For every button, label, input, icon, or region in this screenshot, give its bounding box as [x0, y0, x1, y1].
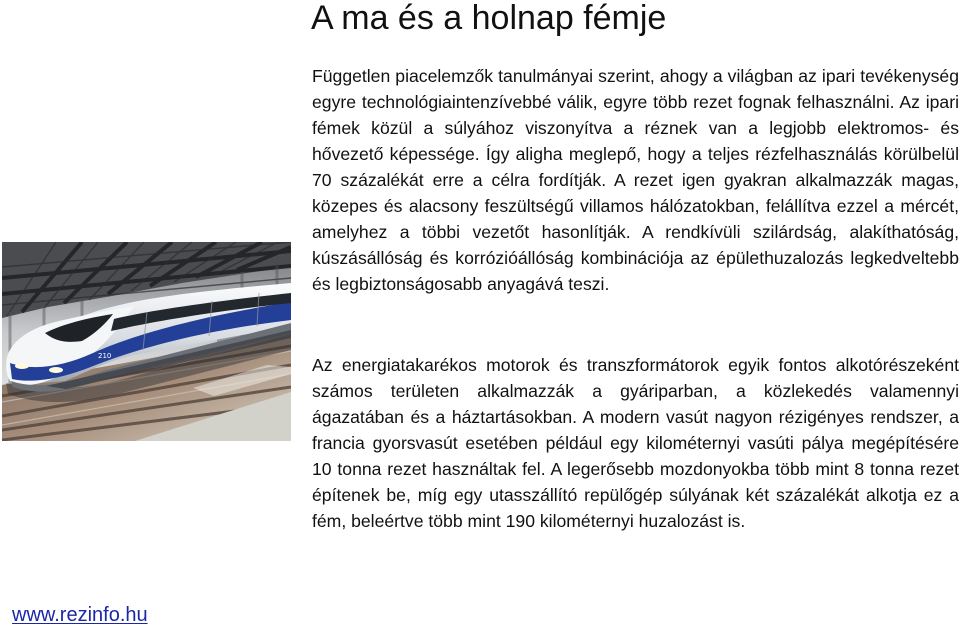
high-speed-train-photo: [2, 242, 291, 441]
headlight-right: [49, 367, 63, 373]
paragraph-copper-applications: Az energiatakarékos motorok és transzformátorok egyik fontos alkotórészeként számos területen alkalmazzák a gyáriparban, a közlekedés valamennyi ágazatában és a háztartásokban. A modern vasút nagyon rézigényes rendszer, a francia gyorsvasút esetében például egy kilométernyi vasúti pálya megépítésére 10 tonna rezet használtak fel. A legerősebb mozdonyokba több mint 8 tonna rezet építenek be, míg egy utasszállító repülőgép súlyának két százalékát alkotja ez a fém, beleértve több mint 190 kilométernyi huzalozást is.: [312, 355, 959, 531]
train-number: 210: [98, 352, 112, 360]
paragraph-copper-properties: Független piacelemzők tanulmányai szerint, ahogy a világban az ipari tevékenység egyre technológiaintenzívebbé válik, egyre több rezet fognak felhasználni. Az ipari fémek közül a súlyához viszonyítva a réznek van a legjobb elektromos- és hővezető képessége. Így aligha meglepő, hogy a teljes rézfelhasználás körülbelül 70 százalékát erre a célra fordítják. A rezet igen gyakran alkalmazzák magas, közepes és alacsony feszültségű villamos hálózatokban, felállítva ezzel a mércét, amelyhez a többi vezetőt hasonlítják. A rendkívüli szilárdság, alakíthatóság, kúszásállóság és korrózióállóság kombinációja az épülethuzalozás legkedveltebb és legbiztonságosabb anyagává teszi.: [312, 66, 959, 294]
website-link[interactable]: www.rezinfo.hu: [12, 604, 148, 626]
page-title: A ma és a holnap fémje: [311, 0, 667, 37]
headlight-left: [15, 363, 29, 369]
